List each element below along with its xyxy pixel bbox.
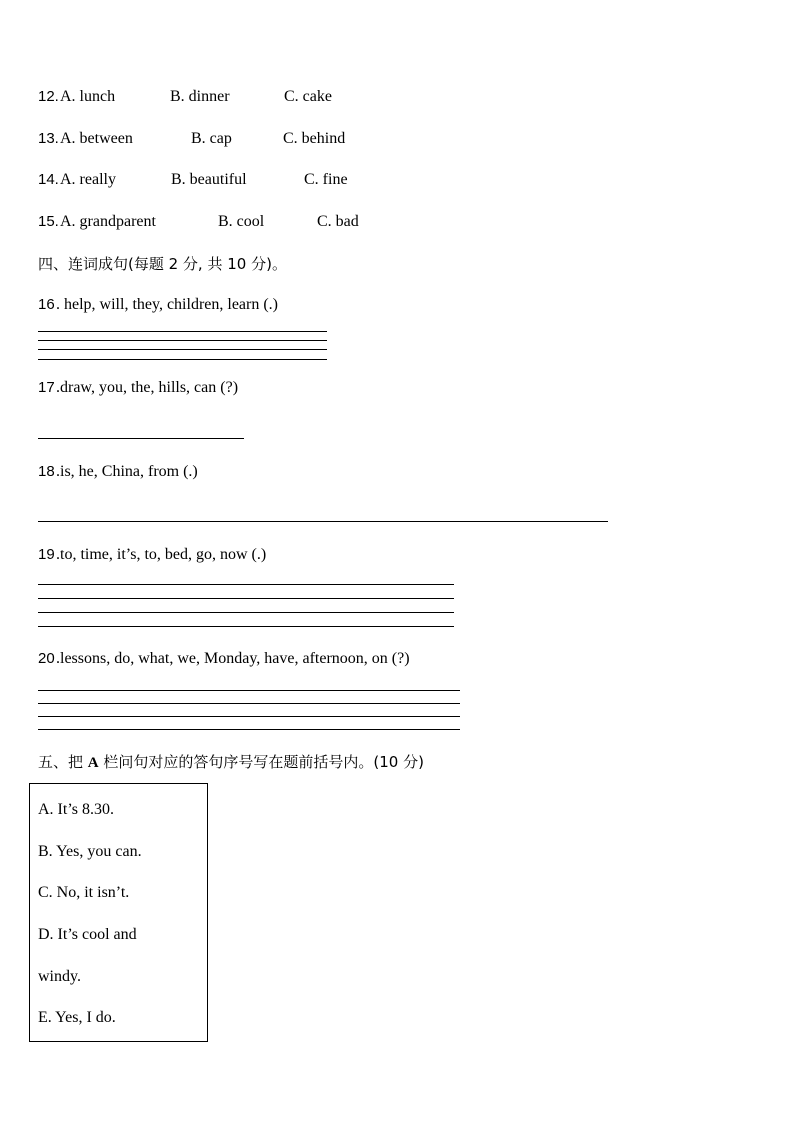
option-a: A. grandparent	[60, 213, 156, 230]
option-a: A. really	[60, 171, 116, 188]
answer-option-e: E. Yes, I do.	[38, 1009, 116, 1026]
option-c: C. fine	[304, 171, 348, 188]
answer-option-a: A. It’s 8.30.	[38, 801, 114, 818]
question-number: 19	[38, 546, 55, 563]
answer-line[interactable]	[38, 584, 454, 585]
section-4-title: 四、连词成句(每题 2 分, 共 10 分)。	[38, 255, 287, 273]
answer-line[interactable]	[38, 521, 608, 522]
option-a: A. lunch	[60, 88, 116, 105]
question-number: 14.	[38, 171, 59, 188]
question-number: 15.	[38, 213, 59, 230]
section-5-title	[38, 752, 424, 773]
question-number: 17	[38, 379, 55, 396]
option-b: B. cool	[218, 213, 265, 230]
question-number: 13.	[38, 130, 59, 147]
question-text: .to, time, it’s, to, bed, go, now (.)	[56, 546, 267, 563]
answer-line[interactable]	[38, 438, 244, 439]
option-c: C. cake	[284, 88, 332, 105]
answer-line[interactable]	[38, 626, 454, 627]
question-number: 12.	[38, 88, 59, 105]
answer-option-c: C. No, it isn’t.	[38, 884, 130, 901]
answer-line[interactable]	[38, 716, 460, 717]
option-a: A. between	[60, 130, 133, 147]
question-number: 16	[38, 296, 55, 313]
option-c: C. bad	[317, 213, 359, 230]
answer-options-box	[29, 783, 208, 1042]
answer-option-d: D. It’s cool and	[38, 926, 137, 943]
answer-line[interactable]	[38, 703, 460, 704]
answer-line[interactable]	[38, 690, 460, 691]
section-5-title-prefix: 五、把	[38, 753, 88, 771]
section-5-title-suffix: 栏问句对应的答句序号写在题前括号内。(10 分)	[98, 753, 424, 771]
option-c: C. behind	[283, 130, 346, 147]
answer-line[interactable]	[38, 612, 454, 613]
section-5-title-column: A	[87, 755, 99, 771]
answer-line[interactable]	[38, 340, 327, 341]
answer-line[interactable]	[38, 349, 327, 350]
answer-line[interactable]	[38, 359, 327, 360]
option-b: B. dinner	[170, 88, 230, 105]
option-b: B. beautiful	[171, 171, 247, 188]
answer-option-b: B. Yes, you can.	[38, 843, 142, 860]
question-text: . help, will, they, children, learn (.)	[56, 296, 278, 313]
question-number: 20	[38, 650, 55, 667]
question-number: 18	[38, 463, 55, 480]
answer-option-d-continued: windy.	[38, 968, 81, 985]
answer-line[interactable]	[38, 331, 327, 332]
answer-line[interactable]	[38, 729, 460, 730]
option-b: B. cap	[191, 130, 232, 147]
question-text: .is, he, China, from (.)	[56, 463, 198, 480]
question-text: .lessons, do, what, we, Monday, have, afternoon, on (?)	[56, 650, 410, 667]
answer-line[interactable]	[38, 598, 454, 599]
question-text: .draw, you, the, hills, can (?)	[56, 379, 239, 396]
